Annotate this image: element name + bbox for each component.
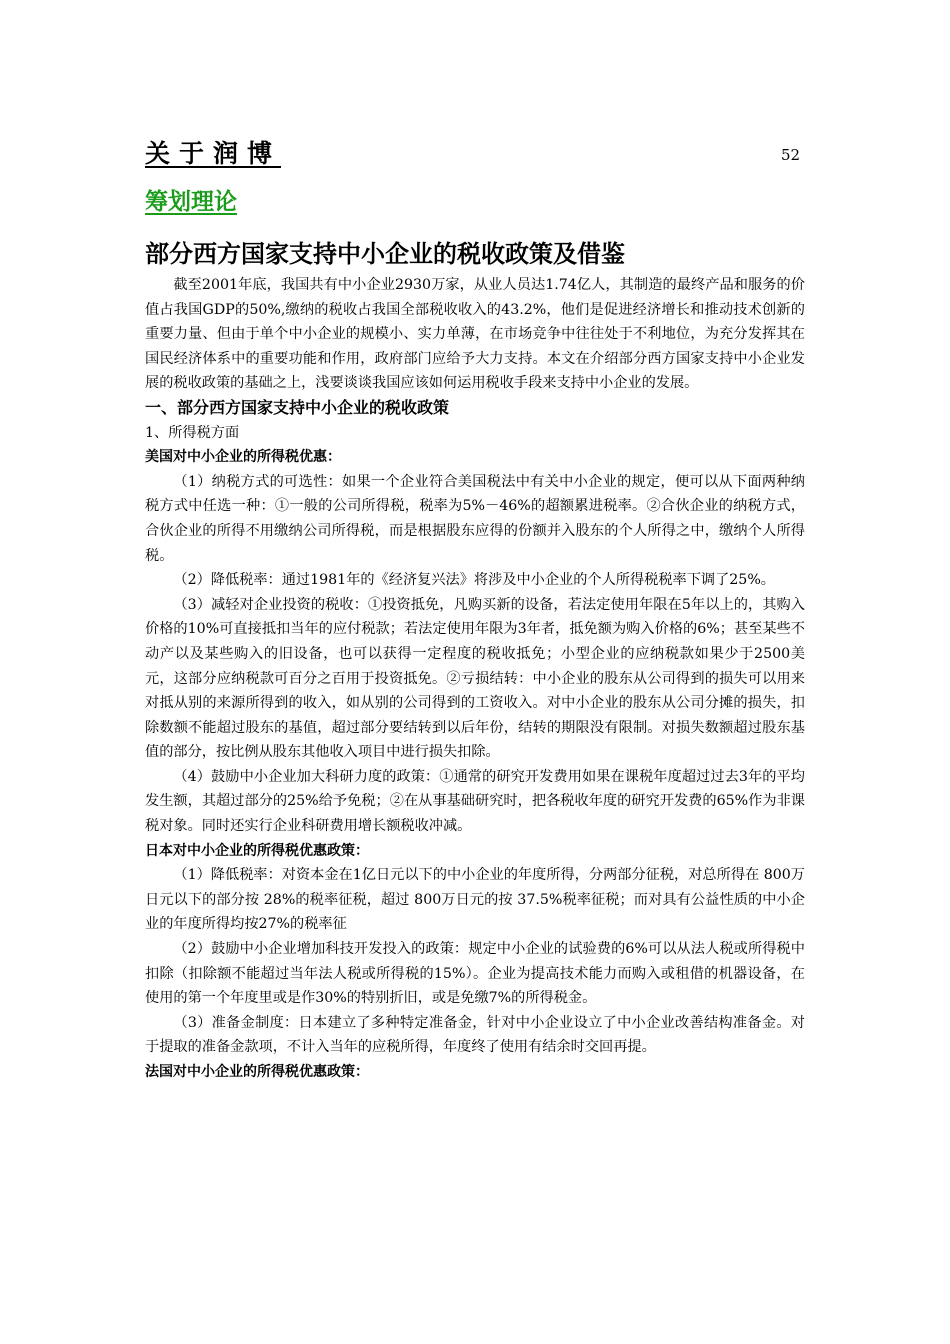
page-number: 52 — [781, 146, 801, 164]
us-heading: 美国对中小企业的所得税优惠： — [145, 449, 341, 466]
article-title: 部分西方国家支持中小企业的税收政策及借鉴 — [145, 240, 625, 268]
us-paragraph-2: （2）降低税率：通过1981年的《经济复兴法》将涉及中小企业的个人所得税税率下调了25%。 — [173, 572, 775, 589]
japan-paragraph-2: （2）鼓励中小企业增加科技开发投入的政策：规定中小企业的试验费的6%可以从法人税或所得税中扣除（扣除额不能超过当年法人税或所得税的15%）。企业为提高技术能力而购入或租借的机器设备，在使用的第一个年度里或是作30%的特别折旧，或是免缴7%的所得税金。 — [145, 941, 805, 1007]
header-title: 关于润博 — [145, 139, 282, 168]
france-heading: 法国对中小企业的所得税优惠政策： — [145, 1064, 369, 1080]
us-paragraph-1: （1）纳税方式的可选性：如果一个企业符合美国税法中有关中小企业的规定，便可以从下面两种纳税方式中任选一种：①一般的公司所得税，税率为5%－46%的超额累进税率。②合伙企业的纳税方式，合伙企业的所得不用缴纳公司所得税，而是根据股东应得的份额并入股东的个人所得之中，缴纳个人所得税。 — [145, 473, 805, 564]
intro-paragraph: 截至2001年底，我国共有中小企业2930万家，从业人员达1.74亿人，其制造的最终产品和服务的价值占我国GDP的50%,缴纳的税收占我国全部税收收入的43.2%，他们是促进经济增长和推动技术创新的重要力量、但由于单个中小企业的规模小、实力单薄，在市场竞争中往往处于不利地位，为充分发挥其在国民经济体系中的重要功能和作用，政府部门应给予大力支持。本文在介绍部分西方国家支持中小企业发展的税收政策的基础之上，浅要谈谈我国应该如何运用税收手段来支持中小企业的发展。 — [145, 277, 805, 392]
japan-heading: 日本对中小企业的所得税优惠政策： — [145, 842, 369, 859]
section-tag: 筹划理论 — [145, 189, 237, 215]
japan-paragraph-3: （3）准备金制度：日本建立了多种特定准备金，针对中小企业设立了中小企业改善结构准备金。对于提取的准备金款项，不计入当年的应税所得，年度终了使用有结余时交回再提。 — [145, 1014, 805, 1056]
article-body — [145, 273, 805, 1085]
japan-paragraph-1: （1）降低税率：对资本金在1亿日元以下的中小企业的年度所得，分两部分征税，对总所得在 800万日元以下的部分按 28%的税率征税，超过 800万日元的按 37.5%税率征税；而对具有公益性质的中小企业的年度所得均按27%的税率征 — [145, 867, 805, 933]
us-paragraph-3: （3）减轻对企业投资的税收：①投资抵免，凡购买新的设备，若法定使用年限在5年以上的，其购入价格的10%可直接抵扣当年的应付税款；若法定使用年限为3年者，抵免额为购入价格的6%；甚至某些不动产以及某些购入的旧设备，也可以获得一定程度的税收抵免；小型企业的应纳税款如果少于2500美元，这部分应纳税款可百分之百用于投资抵免。②亏损结转：中小企业的股东从公司得到的损失可以用来对抵从别的来源所得到的收入，如从别的公司得到的工资收入。对中小企业的股东从公司分摊的损失，扣除数额不能超过股东的基值，超过部分要结转到以后年份，结转的期限没有限制。对损失数额超过股东基值的部分，按比例从股东其他收入项目中进行损失扣除。 — [145, 596, 805, 761]
us-paragraph-4: （4）鼓励中小企业加大科研力度的政策：①通常的研究开发费用如果在课税年度超过过去3年的平均发生额，其超过部分的25%给予免税；②在从事基础研究时，把各税收年度的研究开发费的65%作为非课税对象。同时还实行企业科研费用增长额税收冲减。 — [145, 768, 805, 835]
section-heading: 一、部分西方国家支持中小企业的税收政策 — [145, 397, 450, 417]
subsection-heading: 1、所得税方面 — [145, 424, 240, 441]
